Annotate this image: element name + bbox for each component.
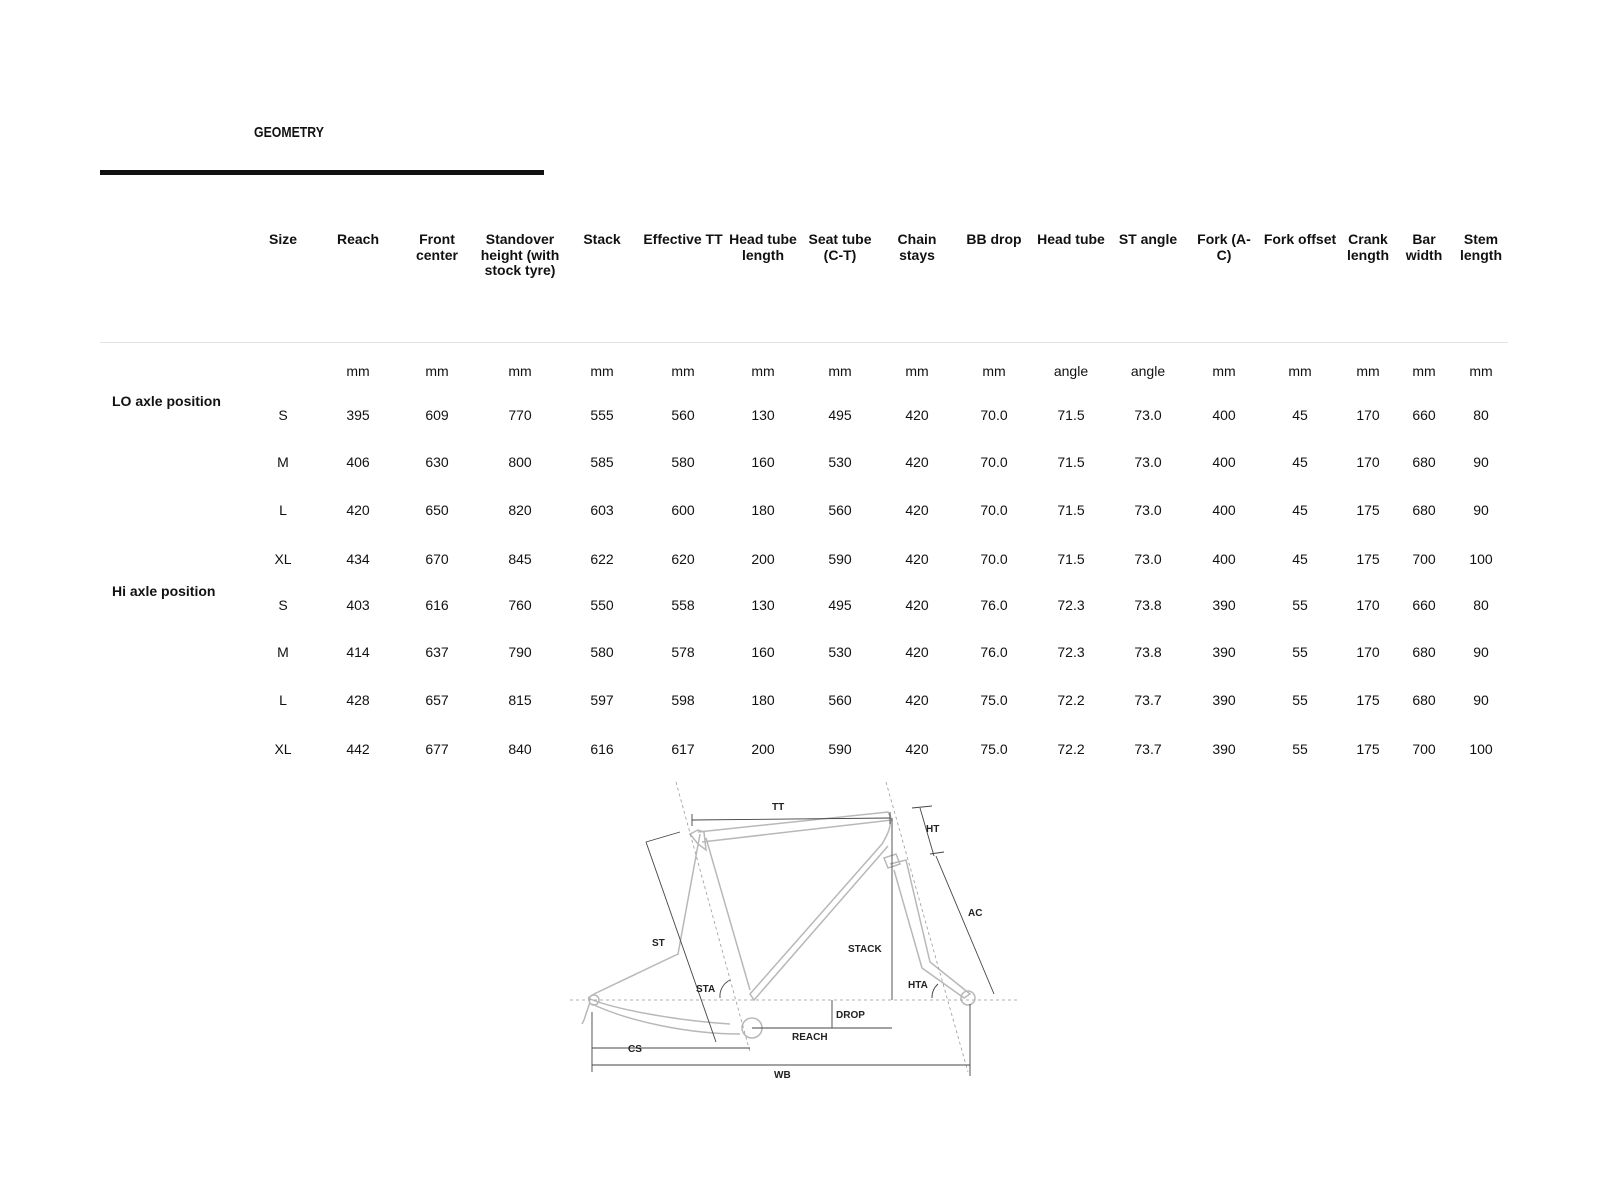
unit-cell: mm (1412, 363, 1436, 379)
column-header-head-tube-length: Head tube length (729, 231, 797, 263)
table-row (100, 535, 1508, 584)
table-cell: 90 (1473, 502, 1489, 519)
table-cell: 420 (905, 740, 929, 757)
unit-cell: mm (1356, 363, 1380, 379)
table-cell: 395 (346, 407, 370, 424)
column-header-bb-drop: BB drop (966, 231, 1022, 247)
table-cell: 420 (905, 550, 929, 567)
label-ht: HT (926, 824, 940, 835)
table-cell: 420 (905, 502, 929, 519)
table-cell: 390 (1212, 740, 1236, 757)
label-wb: WB (774, 1070, 791, 1081)
unit-cell: mm (590, 363, 614, 379)
table-cell: 770 (508, 407, 532, 424)
table-cell: 414 (346, 643, 370, 660)
table-cell: 420 (905, 453, 929, 470)
group-label: Hi axle position (112, 583, 216, 599)
table-cell: 73.0 (1134, 502, 1162, 519)
table-cell: 585 (590, 453, 614, 470)
table-cell: 45 (1292, 550, 1308, 567)
table-cell: 45 (1292, 407, 1308, 424)
table-cell: 560 (671, 407, 695, 424)
header-row (100, 232, 1508, 343)
table-cell: 80 (1473, 407, 1489, 424)
table-cell: 390 (1212, 597, 1236, 614)
table-cell: 100 (1469, 740, 1493, 757)
page-title: GEOMETRY (254, 124, 324, 141)
table-cell: 73.0 (1134, 550, 1162, 567)
table-cell: 70.0 (980, 453, 1008, 470)
table-cell: 71.5 (1057, 550, 1085, 567)
frame-geometry-diagram (570, 772, 1050, 1092)
table-cell: 622 (590, 550, 614, 567)
table-row (100, 438, 1508, 487)
unit-cell: mm (1288, 363, 1312, 379)
table-cell: 845 (508, 550, 532, 567)
unit-cell: mm (671, 363, 695, 379)
label-reach: REACH (792, 1032, 828, 1043)
label-drop: DROP (836, 1010, 865, 1021)
unit-cell: mm (982, 363, 1006, 379)
units-row (100, 343, 1508, 393)
table-cell: 550 (590, 597, 614, 614)
group-spacer (100, 628, 250, 677)
table-cell: 840 (508, 740, 532, 757)
table-cell: 90 (1473, 453, 1489, 470)
unit-cell: mm (425, 363, 449, 379)
table-cell: 616 (425, 597, 449, 614)
table-cell: 558 (671, 597, 695, 614)
table-cell: 71.5 (1057, 407, 1085, 424)
table-cell: 790 (508, 643, 532, 660)
table-cell: 580 (671, 453, 695, 470)
table-cell: 76.0 (980, 597, 1008, 614)
table-cell: 72.3 (1057, 643, 1085, 660)
column-header-size: Size (268, 231, 297, 247)
column-header-fork-a-c: Fork (A-C) (1197, 231, 1251, 263)
table-row (100, 628, 1508, 677)
table-cell: 700 (1412, 550, 1436, 567)
group-spacer (100, 535, 250, 584)
table-cell: 680 (1412, 453, 1436, 470)
table-cell: 70.0 (980, 407, 1008, 424)
table-cell: 100 (1469, 550, 1493, 567)
table-cell: 73.7 (1134, 740, 1162, 757)
size-cell: XL (274, 550, 292, 567)
column-header-stem-length: Stem length (1460, 231, 1502, 263)
table-cell: 180 (751, 692, 775, 709)
table-cell: 403 (346, 597, 370, 614)
size-cell: M (277, 453, 289, 470)
table-cell: 677 (425, 740, 449, 757)
table-cell: 73.0 (1134, 453, 1162, 470)
table-row (100, 393, 1508, 438)
reference-lines (570, 782, 1020, 1072)
table-row (100, 676, 1508, 725)
table-cell: 70.0 (980, 502, 1008, 519)
size-cell: M (277, 643, 289, 660)
table-cell: 637 (425, 643, 449, 660)
table-cell: 75.0 (980, 692, 1008, 709)
title-underline (100, 170, 544, 175)
table-cell: 90 (1473, 692, 1489, 709)
table-cell: 597 (590, 692, 614, 709)
table-cell: 55 (1292, 740, 1308, 757)
table-cell: 175 (1356, 502, 1380, 519)
unit-cell: angle (1053, 363, 1089, 379)
table-cell: 73.0 (1134, 407, 1162, 424)
table-cell: 555 (590, 407, 614, 424)
column-header-front-center: Front center (415, 231, 459, 263)
column-header-st-angle: ST angle (1118, 231, 1178, 247)
units-group-cell (100, 343, 250, 393)
unit-cell (250, 343, 316, 393)
table-cell: 616 (590, 740, 614, 757)
table-cell: 406 (346, 453, 370, 470)
table-cell: 609 (425, 407, 449, 424)
table-cell: 560 (828, 692, 852, 709)
group-spacer (100, 486, 250, 535)
table-row (100, 486, 1508, 535)
table-cell: 590 (828, 740, 852, 757)
table-cell: 600 (671, 502, 695, 519)
geometry-table (100, 232, 1508, 773)
table-cell: 175 (1356, 550, 1380, 567)
table-cell: 45 (1292, 502, 1308, 519)
table-cell: 71.5 (1057, 502, 1085, 519)
table-cell: 495 (828, 407, 852, 424)
table-cell: 428 (346, 692, 370, 709)
table-cell: 598 (671, 692, 695, 709)
table-cell: 170 (1356, 643, 1380, 660)
table-cell: 442 (346, 740, 370, 757)
table-cell: 73.8 (1134, 643, 1162, 660)
table-cell: 73.7 (1134, 692, 1162, 709)
table-cell: 580 (590, 643, 614, 660)
unit-cell: mm (751, 363, 775, 379)
table-cell: 200 (751, 550, 775, 567)
size-cell: S (278, 407, 288, 424)
table-cell: 530 (828, 453, 852, 470)
unit-cell: mm (346, 363, 370, 379)
size-cell: L (279, 692, 287, 709)
table-cell: 603 (590, 502, 614, 519)
table-cell: 400 (1212, 453, 1236, 470)
table-cell: 76.0 (980, 643, 1008, 660)
table-cell: 200 (751, 740, 775, 757)
table-cell: 130 (751, 597, 775, 614)
table-cell: 420 (905, 643, 929, 660)
label-st: ST (652, 938, 665, 949)
table-cell: 160 (751, 643, 775, 660)
table-cell: 55 (1292, 597, 1308, 614)
column-header-chain-stays: Chain stays (897, 231, 937, 263)
label-tt: TT (772, 802, 785, 813)
table-cell: 680 (1412, 502, 1436, 519)
table-cell: 620 (671, 550, 695, 567)
label-hta: HTA (908, 980, 928, 991)
column-header-fork-offset: Fork offset (1263, 231, 1337, 247)
table-cell: 630 (425, 453, 449, 470)
table-cell: 530 (828, 643, 852, 660)
size-cell: XL (274, 740, 292, 757)
table-cell: 660 (1412, 597, 1436, 614)
table-cell: 590 (828, 550, 852, 567)
table-cell: 71.5 (1057, 453, 1085, 470)
group-spacer (100, 725, 250, 774)
table-cell: 760 (508, 597, 532, 614)
label-cs: CS (628, 1044, 642, 1055)
table-cell: 80 (1473, 597, 1489, 614)
table-cell: 400 (1212, 407, 1236, 424)
label-sta: STA (696, 984, 716, 995)
table-cell: 175 (1356, 740, 1380, 757)
table-cell: 495 (828, 597, 852, 614)
group-spacer (100, 438, 250, 487)
table-cell: 657 (425, 692, 449, 709)
table-cell: 680 (1412, 643, 1436, 660)
table-cell: 420 (905, 597, 929, 614)
table-cell: 72.3 (1057, 597, 1085, 614)
table-cell: 72.2 (1057, 692, 1085, 709)
table-cell: 700 (1412, 740, 1436, 757)
table-cell: 400 (1212, 550, 1236, 567)
unit-cell: angle (1130, 363, 1166, 379)
table-cell: 70.0 (980, 550, 1008, 567)
table-cell: 75.0 (980, 740, 1008, 757)
table-cell: 578 (671, 643, 695, 660)
table-cell: 73.8 (1134, 597, 1162, 614)
table-cell: 45 (1292, 453, 1308, 470)
unit-cell: mm (508, 363, 532, 379)
size-cell: S (278, 597, 288, 614)
table-cell: 617 (671, 740, 695, 757)
unit-cell: mm (828, 363, 852, 379)
table-cell: 560 (828, 502, 852, 519)
table-row (100, 725, 1508, 774)
group-column-header (100, 232, 250, 343)
table-cell: 390 (1212, 692, 1236, 709)
table-cell: 420 (905, 407, 929, 424)
table-cell: 160 (751, 453, 775, 470)
unit-cell: mm (1469, 363, 1493, 379)
table-cell: 170 (1356, 453, 1380, 470)
label-ac: AC (968, 908, 983, 919)
unit-cell: mm (1212, 363, 1236, 379)
table-cell: 55 (1292, 643, 1308, 660)
column-header-bar-width: Bar width (1405, 231, 1443, 263)
table-cell: 420 (346, 502, 370, 519)
column-header-stack: Stack (583, 231, 621, 247)
table-row (100, 583, 1508, 628)
table-cell: 820 (508, 502, 532, 519)
column-header-seat-tube-c-t: Seat tube (C-T) (808, 231, 872, 263)
table-cell: 420 (905, 692, 929, 709)
column-header-effective-tt: Effective TT (643, 231, 723, 247)
table-cell: 130 (751, 407, 775, 424)
column-header-crank-length: Crank length (1347, 231, 1389, 263)
table-cell: 400 (1212, 502, 1236, 519)
column-header-head-tube: Head tube (1037, 231, 1105, 247)
table-cell: 90 (1473, 643, 1489, 660)
size-cell: L (279, 502, 287, 519)
unit-cell: mm (905, 363, 929, 379)
table-cell: 815 (508, 692, 532, 709)
column-header-reach: Reach (336, 231, 380, 247)
label-stack: STACK (848, 944, 882, 955)
table-cell: 660 (1412, 407, 1436, 424)
table-cell: 175 (1356, 692, 1380, 709)
table-cell: 390 (1212, 643, 1236, 660)
column-header-standover-height-with-stock-tyre: Standover height (with stock tyre) (480, 231, 560, 278)
group-spacer (100, 676, 250, 725)
frame-outline (582, 812, 975, 1038)
table-cell: 650 (425, 502, 449, 519)
table-cell: 670 (425, 550, 449, 567)
table-cell: 800 (508, 453, 532, 470)
table-cell: 180 (751, 502, 775, 519)
table-cell: 170 (1356, 407, 1380, 424)
table-cell: 434 (346, 550, 370, 567)
table-cell: 72.2 (1057, 740, 1085, 757)
group-label: LO axle position (112, 393, 221, 409)
table-cell: 55 (1292, 692, 1308, 709)
table-cell: 680 (1412, 692, 1436, 709)
table-cell: 170 (1356, 597, 1380, 614)
